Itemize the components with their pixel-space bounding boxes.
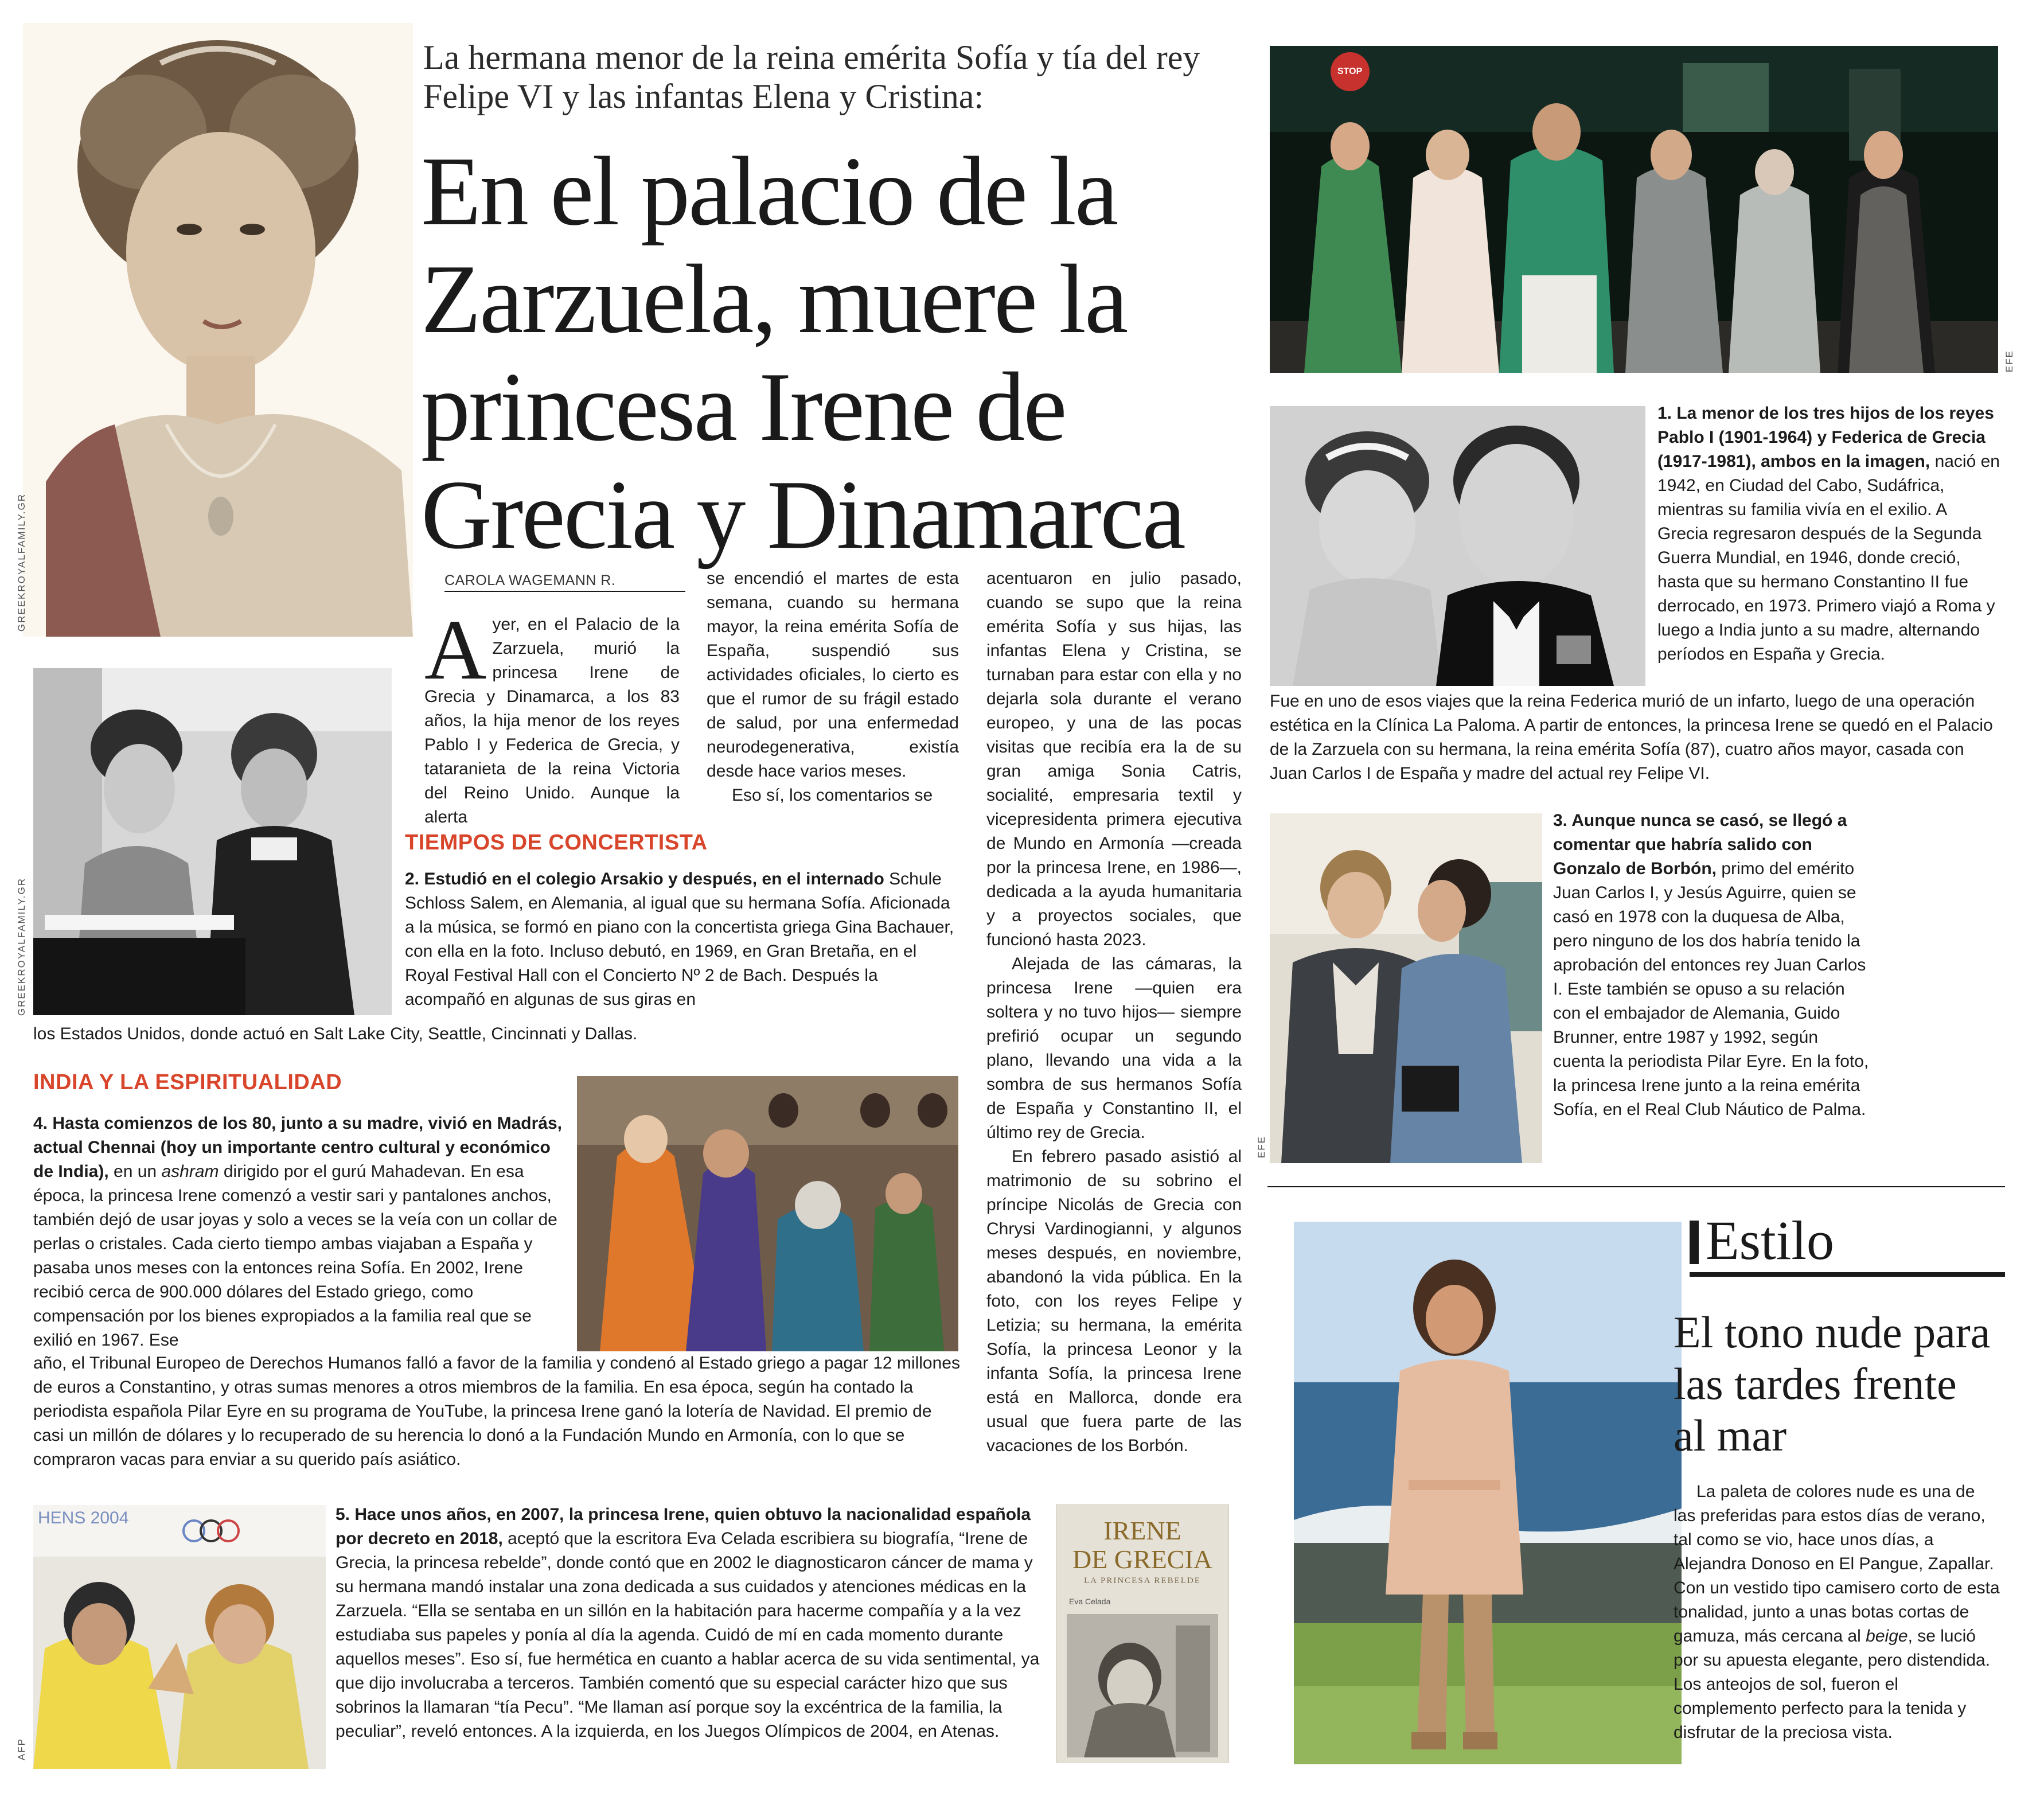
- article-col-3-p3: En febrero pasado asistió al matrimonio de su sobrino el príncipe Nicolás de Grecia con Chrysi Vardinogianni, y algunos meses después, en noviembre, abandonó la vida pública. En la foto, con los reyes Felipe y Letizia; su hermana, la emérita Sofía, la princesa Leonor y la infanta Sofía, la princesa Irene está en Mallorca, donde era usual que fuera parte de las vacaciones de los Borbón.: [986, 1147, 1242, 1455]
- dropcap: A: [424, 602, 487, 697]
- section1-body: Schule Schloss Salem, en Alemania, al igual que su hermana Sofía. Aficionada a la música, se formó en piano con la concertista griega Gina Bachauer, con ella en la foto. Incluso debutó, en 1969, en Gran Bretaña, en el Royal Festival Hall con el Concierto Nº 2 de Bach. Después la acompañó en algunas de sus giras en: [405, 870, 954, 1009]
- caption1-text: [1657, 401, 2002, 666]
- section2-body-a: en un: [114, 1162, 157, 1181]
- piano-photo: [33, 668, 392, 1015]
- caption1-body: nació en 1942, en Ciudad del Cabo, Sudáfrica, mientras su familia vivía en el exilio. A Grecia regresaron después de la Segunda Guerra Mundial, en 1946, donde creció, hasta que su hermano Constantino II fue derrocado, en 1973. Primero viajó a Roma y luego a India junto a su madre, alternando períodos en España y Grecia.: [1657, 452, 2000, 664]
- nautico-photo: [1270, 813, 1542, 1163]
- byline-rule: [444, 591, 685, 592]
- olympics-sign: HENS 2004: [38, 1508, 129, 1527]
- section-head-concertista: TIEMPOS DE CONCERTISTA: [405, 831, 708, 855]
- book-author: Eva Celada: [1069, 1597, 1111, 1606]
- article-col-2-p2: Eso sí, los comentarios se: [732, 786, 933, 805]
- caption1-lead: 1. La menor de los tres hijos de los reyes Pablo I (1901-1964) y Federica de Grecia (1917-1981), ambos en la imagen,: [1657, 404, 1994, 471]
- article-col-3: [986, 567, 1242, 1458]
- estilo-body-a: La paleta de colores nude es una de las preferidas para estos días de verano, tal como se vio, hace unos días, a Alejandra Donoso en El Pangue, Zapallar. Con un vestido tipo camisero corto de esta tonalidad, junto a unas botas cortas de gamuza, más cercana al: [1674, 1482, 2000, 1646]
- olympics-photo: [33, 1505, 326, 1769]
- caption3-body: primo del emérito Juan Carlos I, y Jesús Aguirre, quien se casó en 1978 con la duquesa de Alba, pero ninguno de los dos habría tenido la aprobación del entonces rey Juan Carlos I. Este también se opuso a su relación con el embajador de Alemania, Guido Brunner, entre 1987 y 1992, según cuenta la periodista Pilar Eyre. En la foto, la princesa Irene junto a la reina emérita Sofía, en el Real Club Náutico de Palma.: [1553, 859, 1869, 1119]
- portrait-photo: [23, 23, 413, 637]
- estilo-body-b: , se lució por su apuesta elegante, pero distendida. Los anteojos de sol, fueron el complemento perfecto para la tenida y disfrutar de la preciosa vista.: [1674, 1627, 1991, 1742]
- section2-tail: año, el Tribunal Europeo de Derechos Humanos falló a favor de la familia y condenó al Estado griego a pagar 12 millones de euros a Constantino, y otras sumas menores a otros miembros de la familia. En esa época, según ha contado la periodista española Pilar Eyre en su programa de YouTube, la princesa Irene ganó la lotería de Navidad. El premio de casi un millón de dólares y lo recuperado de su herencia lo donó a la Fundación Mundo en Armonía, con lo que se compraron vacas para enviar a su querido país asiático.: [33, 1354, 960, 1469]
- estilo-top-rule: [1267, 1186, 2005, 1187]
- caption3-text: [1553, 809, 1874, 1122]
- caption1-tail: Fue en uno de esos viajes que la reina Federica murió de un infarto, luego de una operación estética en la Clínica La Paloma. A partir de entonces, la princesa Irene se quedó en el Palacio de la Zarzuela con su hermana, la reina emérita Sofía (87), cuatro años mayor, casada con Juan Carlos I de España y madre del actual rey Felipe VI.: [1270, 692, 1993, 783]
- estilo-label-rule: [1690, 1272, 2005, 1277]
- estilo-marker: [1690, 1221, 1699, 1264]
- olympics-credit: AFP: [16, 1738, 27, 1761]
- caption5-body: aceptó que la escritora Eva Celada escribiera su biografía, “Irene de Grecia, la princesa rebelde”, donde contó que en 2002 le diagnosticaron cáncer de mama y su hermana mandó instalar una zona dedicada a sus cuidados y atenciones médicas en la Zarzuela. “Ella se sentaba en un sillón en la habitación para hacerme compañía y a la vez estudiaba sus papeles y ponía al día la agenda. Cuidó de mí en cada momento durante aquellos meses”. Eso sí, fue hermética en cuanto a hablar acerca de su vida sentimental, ya que dijo involucraba a terceros. También comentó que su especial carácter hizo que sus sobrinos la llamaran “tía Pecu”. “Me llaman así porque soy la excéntrica de la familia, la peculiar”, reveló entonces. A la izquierda, en los Juegos Olímpicos de 2004, en Atenas.: [336, 1529, 1040, 1741]
- headline: En el palacio de la Zarzuela, muere la princesa Irene de Grecia y Dinamarca: [421, 137, 1184, 570]
- book-title-line1: IRENE: [1103, 1516, 1181, 1545]
- article-col-1: [424, 602, 680, 829]
- estilo-section-label: Estilo: [1706, 1210, 1835, 1271]
- article-col-2-p1: se encendió el martes de esta semana, cuando su hermana mayor, la reina emérita Sofía de España, suspendió sus actividades oficiales, lo cierto es que el rumor de su frágil estado de salud, por una enfermedad neurodegenerativa, existía desde hace varios meses.: [707, 569, 959, 781]
- article-col-3-p1: acentuaron en julio pasado, cuando se supo que la reina emérita Sofía y sus hijas, las infantas Elena y Cristina, se turnaban para estar con ella y no dejarla sola durante el verano europeo, y una de las pocas visitas que recibía era la de su gran amiga Sonia Catris, socialité, empresaria textil y vicepresidenta primera ejecutiva de Mundo en Armonía —creada por la princesa Irene, en 1986—, dedicada a la ayuda humanitaria y a proyectos sociales, que funcionó hasta 2023.: [986, 569, 1242, 949]
- family-credit: EFE: [2004, 350, 2015, 373]
- royal-parents-photo: [1270, 406, 1645, 686]
- article-col-2: [707, 567, 959, 808]
- caption5: [336, 1503, 1047, 1744]
- section-head-india: INDIA Y LA ESPIRITUALIDAD: [33, 1070, 342, 1094]
- stop-sign-text: STOP: [1337, 67, 1363, 76]
- estilo-headline: El tono nude para las tardes frente al mar: [1674, 1307, 1991, 1460]
- estilo-photo: [1294, 1222, 1682, 1764]
- article-lead-text: yer, en el Palacio de la Zarzuela, murió la princesa Irene de Grecia y Dinamarca, a los 83 años, la hija menor de los reyes Pablo I y Federica de Grecia, y tataranieta de la reina Victoria del Reino Unido. Aunque la alerta: [424, 615, 680, 827]
- book-title-line2: DE GRECIA: [1072, 1545, 1213, 1574]
- estilo-italic: beige: [1866, 1627, 1908, 1646]
- portrait-credit: GREEKROYALFAMILY.GR: [16, 493, 27, 632]
- estilo-body: [1674, 1480, 2000, 1745]
- article-col-3-p2: Alejada de las cámaras, la princesa Irene —quien era soltera y no tuvo hijos— siempre prefirió ocupar un segundo plano, llevando una vida a la sombra de sus hermanos Sofía de España y Constantino II, el último rey de Grecia.: [986, 954, 1242, 1142]
- nautico-credit: EFE: [1256, 1136, 1267, 1159]
- book-cover: [1056, 1505, 1228, 1762]
- byline: CAROLA WAGEMANN R.: [444, 572, 616, 588]
- section2-text: [33, 1112, 569, 1352]
- piano-credit: GREEKROYALFAMILY.GR: [16, 878, 27, 1016]
- india-photo: [577, 1076, 958, 1351]
- caption5-lead: 5. Hace unos años, en 2007, la princesa Irene, quien obtuvo la nacionalidad española por decreto en 2018,: [336, 1505, 1031, 1548]
- section2-lead: 4. Hasta comienzos de los 80, junto a su madre, vivió en Madrás, actual Chennai (hoy un importante centro cultural y económico de India),: [33, 1114, 562, 1181]
- book-cover-photo: [1067, 1614, 1218, 1757]
- kicker: La hermana menor de la reina emérita Sofía y tía del rey Felipe VI y las infantas Elena y Cristina:: [423, 38, 1200, 115]
- section1-lead: 2. Estudió en el colegio Arsakio y después, en el internado: [405, 870, 884, 888]
- book-subtitle: LA PRINCESA REBELDE: [1084, 1576, 1201, 1585]
- family-photo: [1270, 46, 1998, 373]
- section2-body-b: dirigido por el gurú Mahadevan. En esa época, la princesa Irene comenzó a vestir sari y pantalones anchos, también dejó de usar joyas y solo a veces se la veía con un collar de perlas o cristales. Cada cierto tiempo ambas viajaban a España y pasaba unos meses con la entonces reina Sofía. En 2002, Irene recibió cerca de 900.000 dólares del Estado griego, como compensación por los bienes expropiados a la familia real que se exilió en 1967. Ese: [33, 1162, 557, 1350]
- section1-text: [405, 867, 955, 1012]
- section1-tail: los Estados Unidos, donde actuó en Salt Lake City, Seattle, Cincinnati y Dallas.: [33, 1024, 638, 1043]
- section2-italic: ashram: [161, 1162, 219, 1181]
- caption3-lead: 3. Aunque nunca se casó, se llegó a comentar que habría salido con Gonzalo de Borbón,: [1553, 811, 1847, 878]
